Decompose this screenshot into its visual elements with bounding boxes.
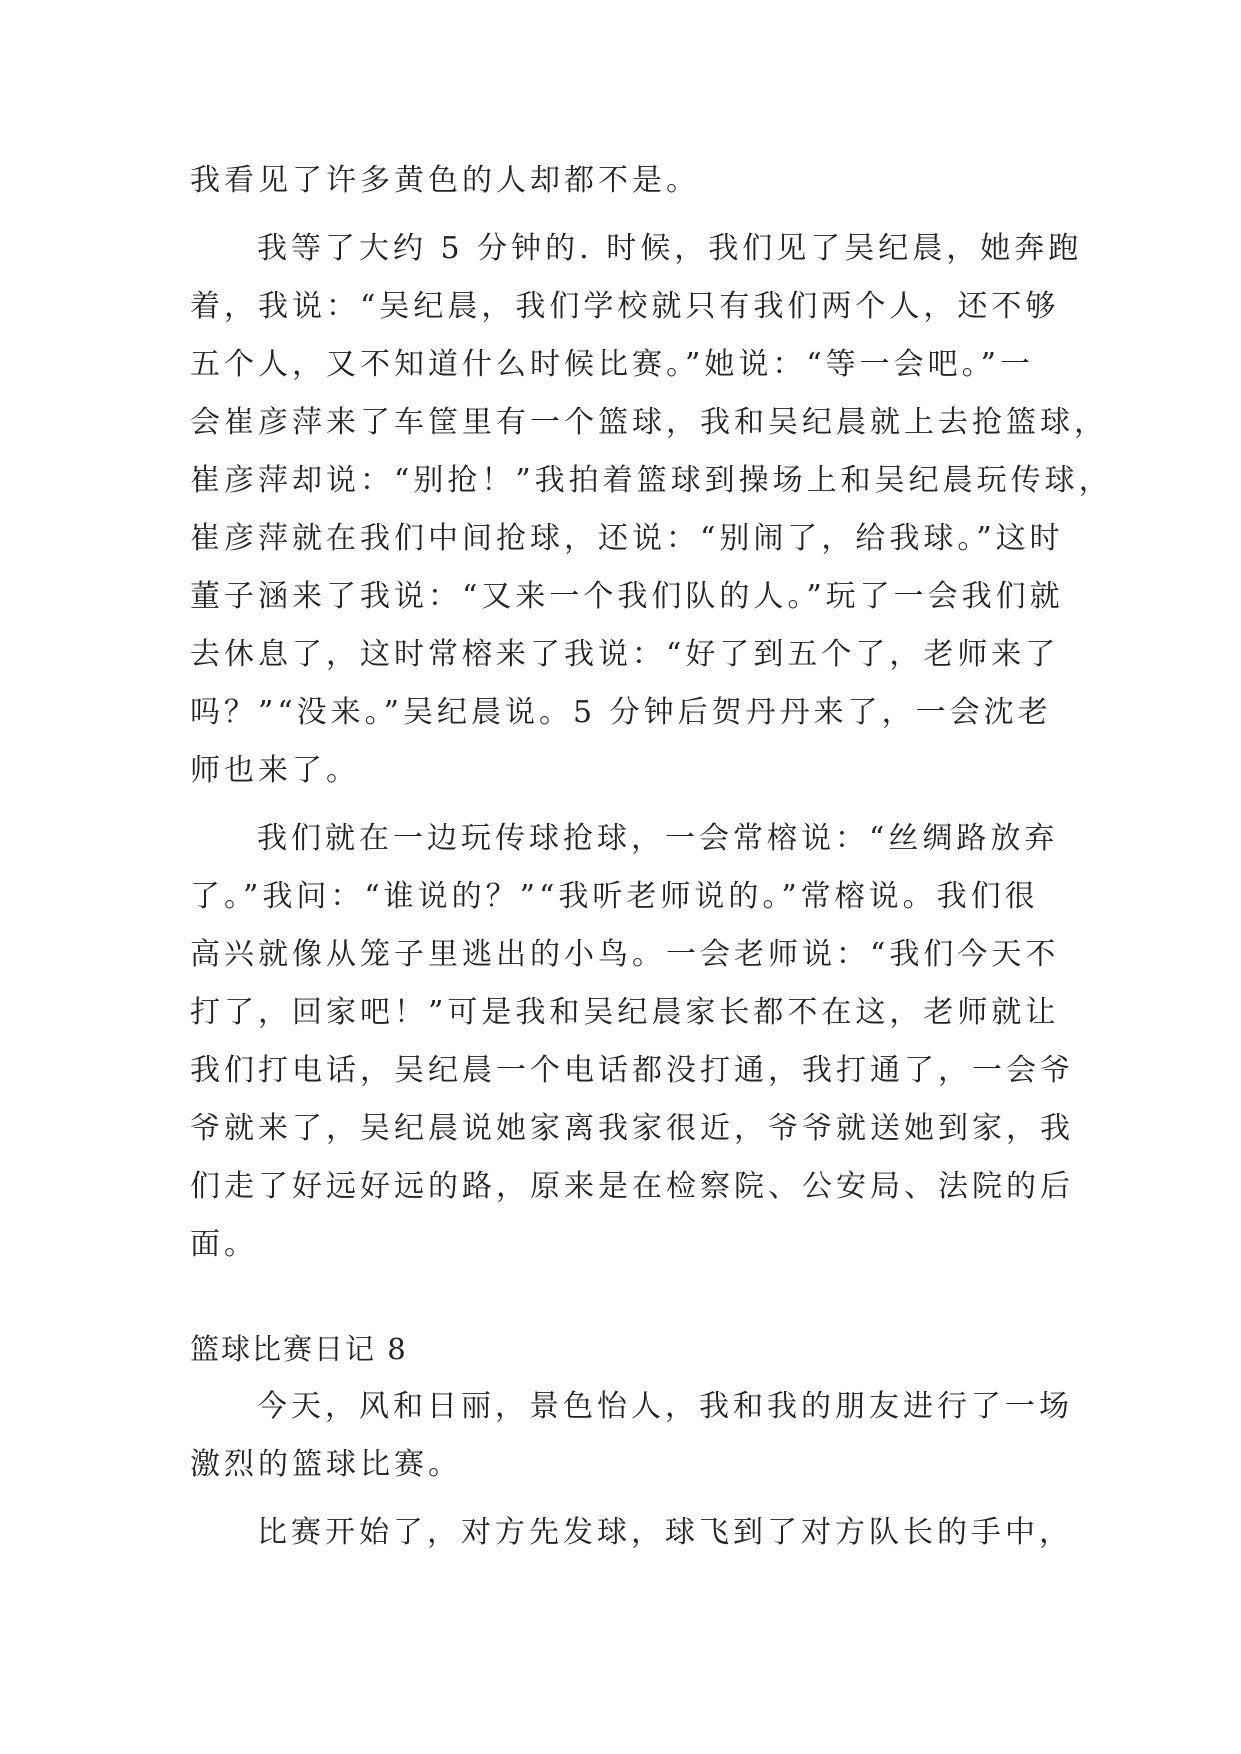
section-spacer xyxy=(190,1274,1050,1320)
text-line: 我看见了许多黄色的人却都不是。 xyxy=(190,163,700,198)
text-line: 高兴就像从笼子里逃出的小鸟。一会老师说：“我们今天不 xyxy=(190,937,1060,972)
paragraph-2 xyxy=(190,220,1113,800)
text-line: 我等了大约 5 分钟的. 时候，我们见了吴纪晨，她奔跑 xyxy=(257,231,1083,266)
text-line: 董子涵来了我说：“又来一个我们队的人。”玩了一会我们就 xyxy=(190,579,1064,614)
text-line: 面。 xyxy=(190,1227,258,1262)
text-line: 激烈的篮球比赛。 xyxy=(190,1447,462,1482)
text-line: 我们就在一边玩传球抢球，一会常榕说：“丝绸路放弃 xyxy=(257,821,1059,856)
text-line: 了。”我问：“谁说的？”“我听老师说的。”常榕说。我们很 xyxy=(190,879,1039,914)
text-line: 着，我说：“吴纪晨，我们学校就只有我们两个人，还不够 xyxy=(190,289,1060,324)
text-line: 比赛开始了，对方先发球，球飞到了对方队长的手中， xyxy=(257,1515,1073,1550)
text-line: 师也来了。 xyxy=(190,753,360,788)
text-line: 崔彦萍却说：“别抢！”我拍着篮球到操场上和吴纪晨玩传球， xyxy=(190,463,1113,498)
text-line: 去休息了，这时常榕来了我说：“好了到五个了，老师来了 xyxy=(190,637,1060,672)
paragraph-4 xyxy=(190,1378,1073,1494)
text-line: 打了，回家吧！”可是我和吴纪晨家长都不在这，老师就让 xyxy=(190,995,1060,1030)
paragraph-spacer xyxy=(190,210,1050,220)
text-line: 今天，风和日丽，景色怡人，我和我的朋友进行了一场 xyxy=(257,1389,1073,1424)
paragraph-5 xyxy=(190,1504,1073,1562)
paragraph-spacer xyxy=(190,1494,1050,1504)
paragraph-1 xyxy=(190,152,1050,210)
text-line: 五个人，又不知道什么时候比赛。”她说：“等一会吧。”一 xyxy=(190,347,1035,382)
paragraph-3 xyxy=(190,810,1074,1274)
text-line: 会崔彦萍来了车筐里有一个篮球，我和吴纪晨就上去抢篮球， xyxy=(190,405,1108,440)
text-line: 吗？”“没来。”吴纪晨说。5 分钟后贺丹丹来了，一会沈老 xyxy=(190,695,1052,730)
text-line: 爷就来了，吴纪晨说她家离我家很近，爷爷就送她到家，我 xyxy=(190,1111,1074,1146)
text-line: 我们打电话，吴纪晨一个电话都没打通，我打通了，一会爷 xyxy=(190,1053,1074,1088)
text-line: 们走了好远好远的路，原来是在检察院、公安局、法院的后 xyxy=(190,1169,1074,1204)
section-heading: 篮球比赛日记 8 xyxy=(190,1332,408,1366)
paragraph-spacer xyxy=(190,800,1050,810)
document-page xyxy=(190,152,1113,1562)
text-line: 崔彦萍就在我们中间抢球，还说：“别闹了，给我球。”这时 xyxy=(190,521,1064,556)
